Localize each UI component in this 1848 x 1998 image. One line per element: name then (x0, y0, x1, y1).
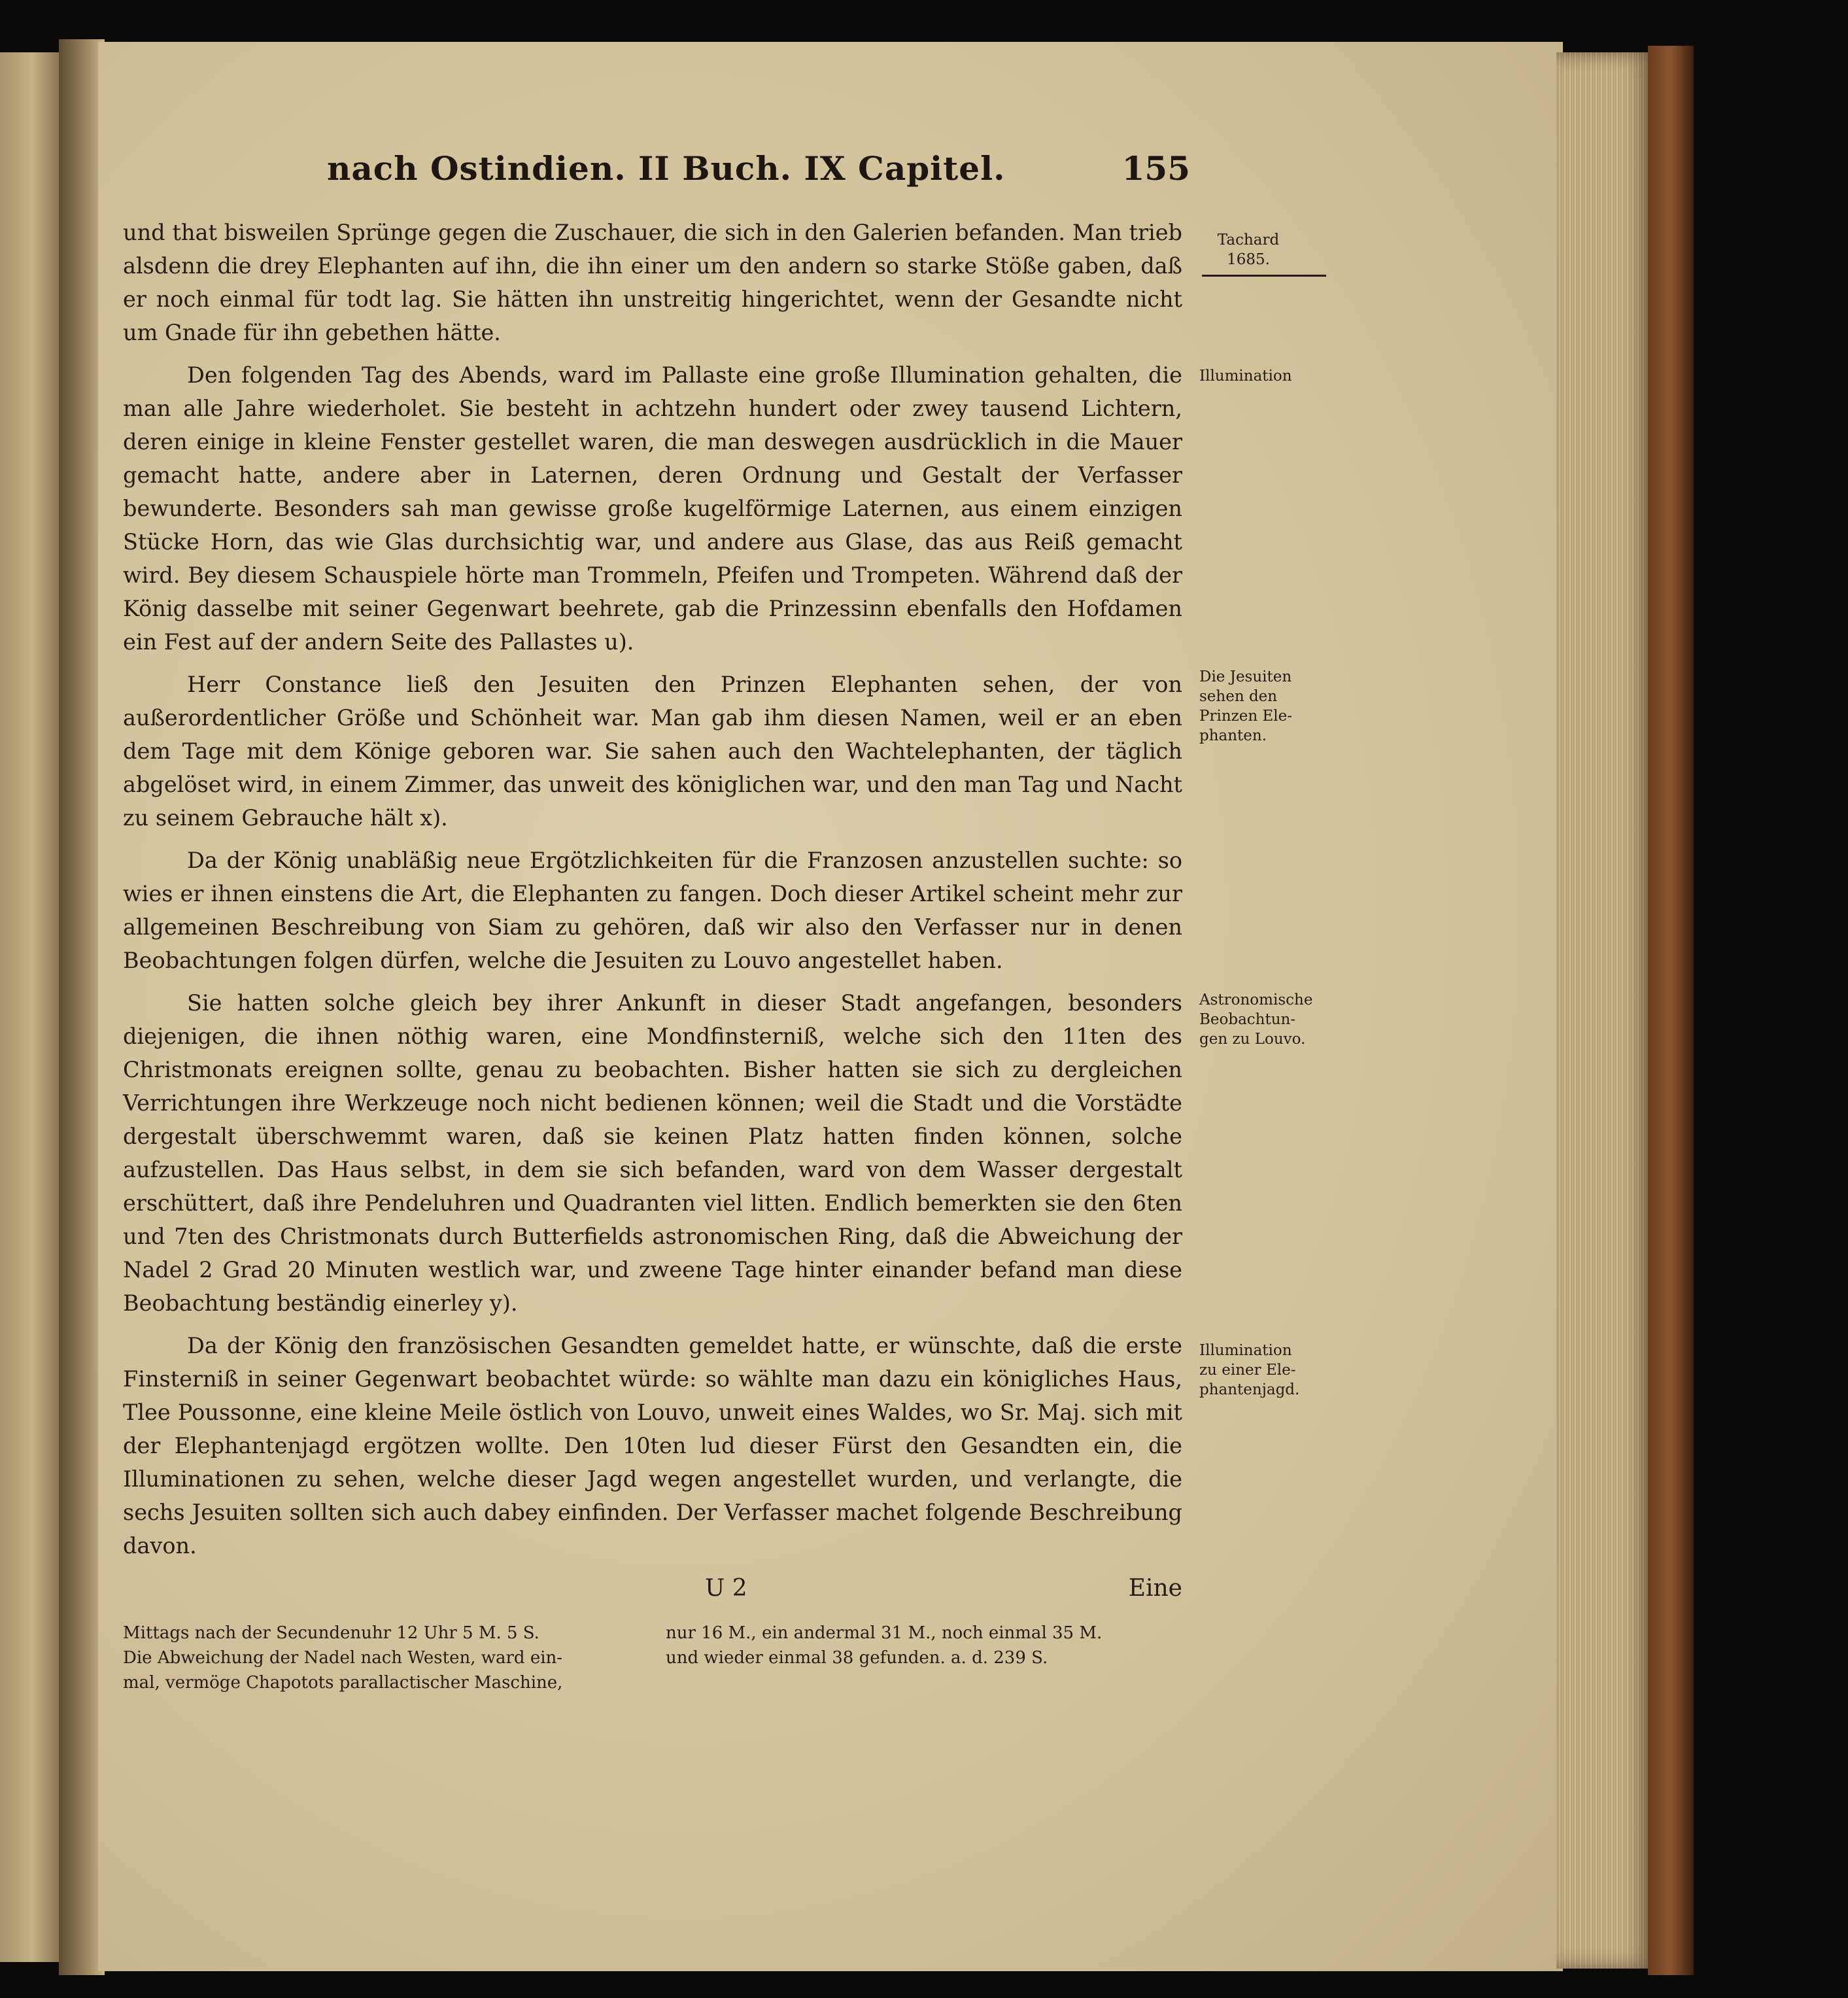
marginal-line: Prinzen Ele- (1199, 708, 1293, 725)
marginal-line: Illumination (1199, 1342, 1292, 1359)
marginal-line: Tachard (1217, 232, 1280, 249)
paragraph: und that bisweilen Sprünge gegen die Zuschauer, die sich in den Galerien befanden. Man trieb alsdenn die drey Elephanten auf ihn, die ihn einer um den andern so starke Stöße gaben, daß er noch einmal für todt lag. Sie hätten ihn unstreitig hingerichtet, wenn der Gesandte nicht um Gnade für ihn gebethen hätte. (123, 220, 1182, 345)
brace-rule (1202, 275, 1326, 279)
left-page-edge (0, 52, 59, 1962)
marginal-line: 1685. (1227, 251, 1270, 268)
paragraph: Da der König den französischen Gesandten gemeldet hatte, er wünschte, daß die erste Finsterniß in seiner Gegenwart beobachtet würde: so wählte man dazu ein königliches Haus, Tlee Poussonne, eine kleine Meile östlich von Louvo, unweit eines Waldes, wo Sr. Maj. sich mit der Elephantenjagd ergötzen wollte. Den 10ten lud dieser Fürst den Gesandten ein, die Illuminationen zu sehen, welche dieser Jagd wegen angestellet wurden, und verlangte, die sechs Jesuiten sollten sich auch dabey einfinden. Der Verfasser machet folgende Beschreibung davon. (123, 1333, 1182, 1559)
marginal-line: gen zu Louvo. (1199, 1031, 1306, 1048)
page-number: 155 (1121, 149, 1190, 188)
marginal-line: Die Jesuiten (1199, 668, 1292, 685)
footnote-column-left (123, 1621, 640, 1695)
marginal-line: zu einer Ele- (1199, 1362, 1296, 1379)
marginal-note-author (1199, 230, 1297, 279)
marginal-note-jesuits (1199, 667, 1337, 746)
running-title: nach Ostindien. II Buch. IX Capitel. (327, 149, 1006, 188)
footnote-line: und wieder einmal 38 gefunden. a. d. 239 S. (666, 1648, 1048, 1668)
catchword: Eine (1128, 1575, 1182, 1602)
footnote-line: Mittags nach der Secundenuhr 12 Uhr 5 M. 5 S. (123, 1623, 539, 1643)
marginal-line: sehen den (1199, 688, 1278, 705)
paragraph: Da der König unabläßig neue Ergötzlichkeiten für die Franzosen anzustellen suchte: so wies er ihnen einstens die Art, die Elephanten zu fangen. Doch dieser Artikel scheint mehr zur allgemeinen Beschreibung von Siam zu gehören, daß wir also den Verfasser nur in denen Beobachtungen folgen dürfen, welche die Jesuiten zu Louvo angestellet haben. (123, 848, 1182, 973)
footnote-line: Die Abweichung der Nadel nach Westen, ward ein- (123, 1648, 563, 1668)
marginal-line: phanten. (1199, 727, 1267, 744)
marginal-line: Illumination (1199, 368, 1292, 385)
marginal-line: Astronomische (1199, 991, 1313, 1008)
marginal-line: Beobachtun- (1199, 1011, 1296, 1028)
footnote-line: mal, vermöge Chapotots parallactischer Maschine, (123, 1673, 563, 1693)
footnote-column-right (666, 1621, 1182, 1670)
page-edges (1556, 52, 1654, 1969)
marginal-line: phantenjagd. (1199, 1381, 1300, 1398)
paragraph: Herr Constance ließ den Jesuiten den Prinzen Elephanten sehen, der von außerordentlicher Größe und Schönheit war. Man gab ihm diesen Namen, weil er an eben dem Tage mit dem Könige geboren war. Sie sahen auch den Wachtelephanten, der täglich abgelöset wird, in einem Zimmer, das unweit des königlichen war, und den man Tag und Nacht zu seinem Gebrauche hält x). (123, 672, 1182, 831)
main-text (123, 216, 1182, 1572)
marginal-note-astronomy (1199, 990, 1337, 1049)
footnote-line: nur 16 M., ein andermal 31 M., noch einmal 35 M. (666, 1623, 1103, 1643)
paragraph: Sie hatten solche gleich bey ihrer Ankunft in dieser Stadt angefangen, besonders diejenigen, die ihnen nöthig waren, eine Mondfinsterniß, welche sich den 11ten des Christmonats ereignen sollte, genau zu beobachten. Bisher hatten sie sich zu dergleichen Verrichtungen ihre Werkzeuge noch nicht bedienen können; weil die Stadt und die Vorstädte dergestalt überschwemmt waren, daß sie keinen Platz hatten finden können, solche aufzustellen. Das Haus selbst, in dem sie sich befanden, ward von dem Wasser dergestalt erschüttert, daß ihre Pendeluhren und Quadranten viel litten. Endlich bemerkten sie den 6ten und 7ten des Christmonats durch Butterfields astronomischen Ring, daß die Abweichung der Nadel 2 Grad 20 Minuten westlich war, und zweene Tage hinter einander befand man diese Beobachtung beständig einerley y). (123, 990, 1182, 1316)
signature-line (123, 1575, 1182, 1608)
signature-mark: U 2 (705, 1575, 747, 1602)
marginal-note-illumination (1199, 366, 1337, 386)
paragraph: Den folgenden Tag des Abends, ward im Pallaste eine große Illumination gehalten, die man alle Jahre wiederholet. Sie besteht in achtzehn hundert oder zwey tausend Lichtern, deren einige in kleine Fenster gestellet waren, die man deswegen ausdrücklich in die Mauer gemacht hatte, andere aber in Laternen, deren Ordnung und Gestalt der Verfasser bewunderte. Besonders sah man gewisse große kugelförmige Laternen, aus einem einzigen Stücke Horn, das wie Glas durchsichtig war, und andere aus Glase, das aus Reiß gemacht wird. Bey diesem Schauspiele hörte man Trommeln, Pfeifen und Trompeten. Während daß der König dasselbe mit seiner Gegenwart beehrete, gab die Prinzessinn ebenfalls den Hofdamen ein Fest auf der andern Seite des Pallastes u). (123, 362, 1182, 655)
book-cover (1648, 46, 1694, 1975)
marginal-note-hunt (1199, 1341, 1337, 1400)
